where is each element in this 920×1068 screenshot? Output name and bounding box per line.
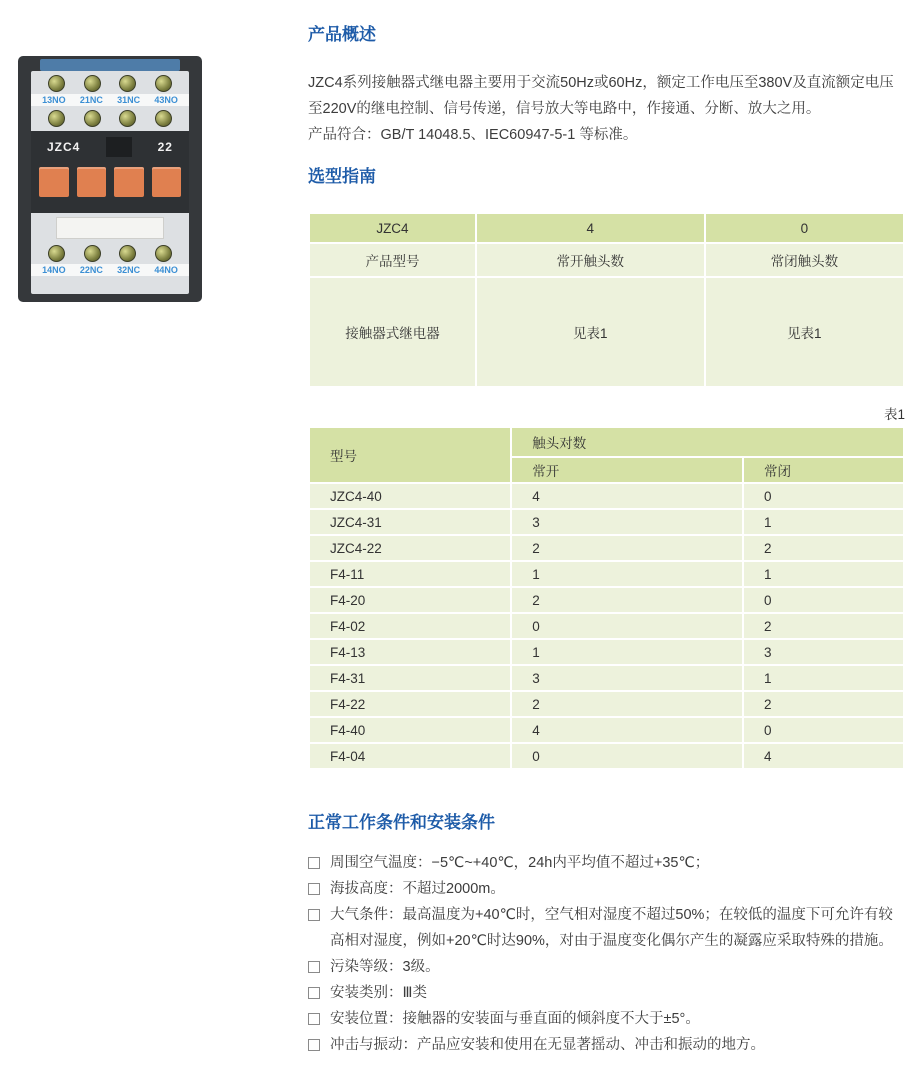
terminal-label: 43NO — [154, 95, 178, 105]
device-blank-label — [56, 217, 163, 239]
table-row — [310, 588, 903, 612]
cell-no: 1 — [512, 640, 742, 664]
table-header-row — [310, 428, 903, 456]
contact-button — [39, 167, 69, 197]
table-row — [310, 536, 903, 560]
checkbox-icon — [308, 987, 320, 999]
cell-model: F4-40 — [310, 718, 510, 742]
cell-nc: 0 — [744, 588, 903, 612]
cell-no: 4 — [512, 718, 742, 742]
cell-nc: 1 — [744, 562, 903, 586]
screw-icon — [48, 75, 65, 92]
cell-nc: 2 — [744, 614, 903, 638]
table1-caption: 表1 — [883, 407, 905, 422]
condition-text: 海拔高度：不超过2000m。 — [330, 881, 505, 897]
screw-icon — [48, 110, 65, 127]
cell-model: F4-31 — [310, 666, 510, 690]
cell-model: F4-11 — [310, 562, 510, 586]
device-model-band — [31, 131, 189, 163]
table-cell: 4 — [477, 214, 704, 242]
table-row — [310, 484, 903, 508]
terminal-label: 21NC — [79, 95, 103, 105]
cell-nc: 2 — [744, 692, 903, 716]
cell-no: 3 — [512, 510, 742, 534]
cell-model: JZC4-31 — [310, 510, 510, 534]
contactor-device-illustration — [18, 52, 202, 302]
product-photo — [12, 52, 208, 304]
screw-icon — [119, 75, 136, 92]
terminal-labels-bottom — [31, 264, 189, 276]
cell-nc: 4 — [744, 744, 903, 768]
condition-text: 冲击与振动：产品应安装和使用在无显著摇动、冲击和振动的地方。 — [330, 1037, 765, 1053]
device-code-text: 22 — [157, 140, 173, 154]
condition-text: 大气条件：最高温度为+40℃时，空气相对湿度不超过50%；在较低的温度下可允许有较高相对湿度，例如+20℃时达90%，对由于温度变化偶尔产生的凝露应采取特殊的措施。 — [330, 907, 893, 949]
condition-item — [308, 980, 905, 1006]
cell-model: F4-22 — [310, 692, 510, 716]
cell-no: 2 — [512, 536, 742, 560]
cell-no: 0 — [512, 614, 742, 638]
section-title-selection: 选型指南 — [308, 167, 376, 186]
checkbox-icon — [308, 883, 320, 895]
cell-nc: 0 — [744, 484, 903, 508]
contact-button — [114, 167, 144, 197]
section-title-overview: 产品概述 — [308, 25, 376, 44]
cell-model: F4-02 — [310, 614, 510, 638]
checkbox-icon — [308, 857, 320, 869]
terminal-screws-upper — [31, 106, 189, 129]
cell-model: F4-04 — [310, 744, 510, 768]
table-cell: 常闭触头数 — [706, 244, 903, 276]
condition-item — [308, 1006, 905, 1032]
device-band-slot — [106, 137, 132, 157]
device-model-text: JZC4 — [47, 140, 81, 154]
checkbox-icon — [308, 961, 320, 973]
condition-text: 污染等级：3级。 — [330, 959, 440, 975]
cell-nc: 2 — [744, 536, 903, 560]
terminal-labels-top — [31, 94, 189, 106]
contact-button — [152, 167, 182, 197]
cell-model: F4-20 — [310, 588, 510, 612]
device-top-strip — [40, 59, 180, 71]
table-cell: 常开触头数 — [477, 244, 704, 276]
terminal-label: 22NC — [79, 265, 103, 275]
table-row — [310, 718, 903, 742]
cell-no: 0 — [512, 744, 742, 768]
table-cell: 接触器式继电器 — [310, 278, 475, 386]
screw-icon — [84, 75, 101, 92]
cell-model: F4-13 — [310, 640, 510, 664]
condition-item — [308, 850, 905, 876]
cell-nc: 1 — [744, 666, 903, 690]
table-row — [310, 744, 903, 768]
condition-item — [308, 954, 905, 980]
terminal-screws-top — [31, 71, 189, 94]
table-cell: 产品型号 — [310, 244, 475, 276]
condition-text: 安装位置：接触器的安装面与垂直面的倾斜度不大于±5°。 — [330, 1011, 700, 1027]
condition-item — [308, 902, 905, 954]
cell-model: JZC4-22 — [310, 536, 510, 560]
contact-button — [77, 167, 107, 197]
table-cell: 见表1 — [477, 278, 704, 386]
model-designation-table — [308, 212, 905, 388]
table-row — [310, 614, 903, 638]
main-content — [308, 24, 905, 1058]
cell-nc: 1 — [744, 510, 903, 534]
cell-no: 2 — [512, 692, 742, 716]
cell-nc: 3 — [744, 640, 903, 664]
terminal-label: 32NC — [117, 265, 141, 275]
cell-no: 1 — [512, 562, 742, 586]
table-row — [310, 510, 903, 534]
device-face — [31, 71, 189, 294]
section-title-conditions: 正常工作条件和安装条件 — [308, 813, 495, 832]
table-row — [310, 640, 903, 664]
screw-icon — [119, 245, 136, 262]
table-row — [310, 278, 903, 386]
condition-text: 周围空气温度：−5℃~+40℃，24h内平均值不超过+35℃； — [330, 855, 710, 871]
terminal-screws-bottom — [31, 241, 189, 264]
table-row — [310, 214, 903, 242]
cell-model: JZC4-40 — [310, 484, 510, 508]
checkbox-icon — [308, 909, 320, 921]
overview-paragraph-line: JZC4系列接触器式继电器主要用于交流50Hz或60Hz，额定工作电压至380V及直流额定电压至220V的继电控制、信号传递，信号放大等电路中，作接通、分断、放大之用。 — [308, 75, 894, 117]
screw-icon — [48, 245, 65, 262]
table-row — [310, 244, 903, 276]
table-cell: JZC4 — [310, 214, 475, 242]
screw-icon — [155, 75, 172, 92]
checkbox-icon — [308, 1013, 320, 1025]
screw-icon — [119, 110, 136, 127]
overview-standards-line: 产品符合：GB/T 14048.5、IEC60947-5-1 等标准。 — [308, 127, 638, 143]
screw-icon — [155, 245, 172, 262]
terminal-label: 14NO — [42, 265, 66, 275]
table-row — [310, 562, 903, 586]
column-header-nc: 常闭 — [744, 458, 903, 482]
condition-item — [308, 876, 905, 902]
condition-item — [308, 1032, 905, 1058]
table-row — [310, 692, 903, 716]
device-contact-buttons — [31, 163, 189, 203]
cell-no: 2 — [512, 588, 742, 612]
cell-no: 3 — [512, 666, 742, 690]
column-header-no: 常开 — [512, 458, 742, 482]
terminal-label: 13NO — [42, 95, 66, 105]
terminal-label: 44NO — [154, 265, 178, 275]
screw-icon — [84, 245, 101, 262]
device-dark-section — [31, 203, 189, 213]
conditions-list — [308, 850, 905, 1058]
screw-icon — [155, 110, 172, 127]
contact-pairs-table — [308, 426, 905, 770]
column-header-group: 触头对数 — [512, 428, 903, 456]
screw-icon — [84, 110, 101, 127]
cell-nc: 0 — [744, 718, 903, 742]
table-cell: 见表1 — [706, 278, 903, 386]
column-header-model: 型号 — [310, 428, 510, 482]
cell-no: 4 — [512, 484, 742, 508]
terminal-label: 31NC — [117, 95, 141, 105]
table-row — [310, 666, 903, 690]
overview-paragraph — [308, 70, 905, 148]
checkbox-icon — [308, 1039, 320, 1051]
table-cell: 0 — [706, 214, 903, 242]
condition-text: 安装类别：Ⅲ类 — [330, 985, 427, 1001]
